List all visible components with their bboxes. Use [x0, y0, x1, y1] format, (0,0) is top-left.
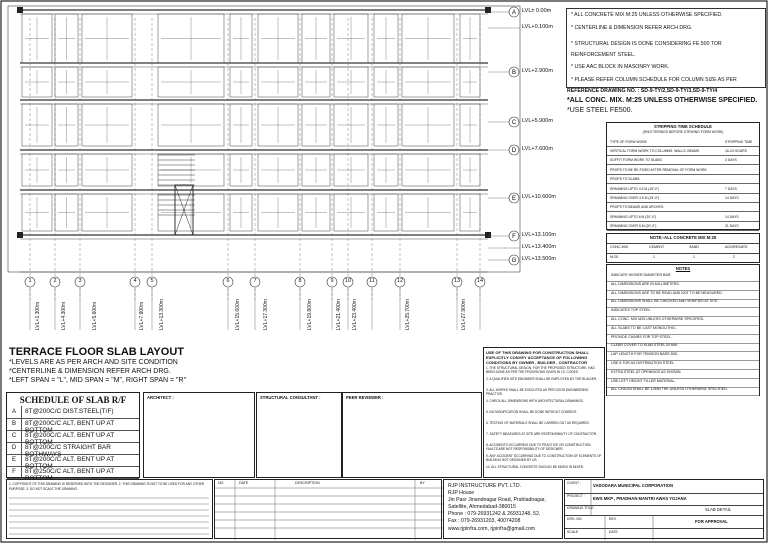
stripping-head-left: TYPE OF FORM WORK [610, 140, 647, 144]
consultant-city: Satellite, Ahmedabad-380015 [448, 504, 517, 510]
note-item: PROVIDE CHAIRS FOR TOP STEEL. [611, 334, 672, 339]
usage-item: 6. TESTING OF MATERIALS SHALL BE CARRIED OUT AS REQUIRED. [486, 421, 590, 425]
grid-number: 7 [253, 278, 257, 284]
stripping-work: PROPS TO BE RE-FIXED AFTER REMOVAL OF FORM WORK [610, 167, 707, 172]
grid-number: 9 [330, 278, 334, 284]
schedule-title: SCHEDULE OF SLAB R/F [19, 395, 127, 405]
stripping-work: SOFFIT FORM WORK TO SLABS [610, 158, 662, 163]
title-block [564, 479, 764, 539]
column-marker [485, 232, 491, 238]
note-item: ALL CONC. MIX M25 UNLESS OTHERWISE SPECIFIED. [611, 317, 705, 321]
schedule-mark: D [7, 442, 22, 454]
usage-item: 7. SAFETY MEASURES AT SITE ARE RESPONSIBILITY OF CONTRACTOR. [486, 432, 597, 436]
grid-number: 2 [53, 278, 57, 284]
usage-item: 9. ANY ACCIDENT OCCURRING DUE TO CONSTRUCTION OF ELEMENTS OF BUILDING NOT DESIGNED BY US. [486, 454, 602, 462]
note-5: * PLEASE REFER COLUMN SCHEDULE FOR COLUMN SIZE AS PER [571, 77, 737, 83]
schedule-mark: E [7, 454, 22, 466]
grid-number: 14 [476, 278, 484, 284]
vertical-level-label: LVL+7.900m [139, 301, 145, 330]
grid-bubble-text: E [511, 196, 517, 203]
consultant-address: Jin Pasr Jinandnagar Road, Prahladnagar, [448, 497, 546, 503]
note-4: * USE AAC BLOCK IN MASONRY WORK. [571, 64, 670, 70]
rev-head-date: DATE [239, 481, 249, 485]
stripping-work: PROPS TO SLABS: [610, 177, 641, 182]
consultant-house: RJP House [448, 490, 475, 496]
steel-grade-line: *USE STEEL FE500. [567, 107, 633, 114]
vertical-level-label: LVL+23.400m [352, 299, 358, 330]
note-item: CLEAR COVER TO SLAB STEEL 20 MM. [611, 343, 679, 348]
note-3: * STRUCTURAL DESIGN IS DONE CONSIDERING FE.500 TOR REINFORCEMENT STEEL. [571, 41, 722, 58]
rev-label: REV. [609, 517, 617, 521]
usage-item: 5. NO MODIFICATION SHALL BE DONE WITHOUT CONSENT. [486, 410, 577, 414]
consultant-name: RJP INSTRUCTURE PVT. LTD. [448, 483, 522, 489]
vertical-level-label: LVL+1.300m [35, 301, 41, 330]
note-item: LAP LENGTH FOR TENSION BARS 50D. [611, 352, 679, 357]
concrete-divider [607, 243, 759, 244]
note-item: ALL CHAJJA SHALL BE 12MM THK UNLESS OTHERWISE SPECIFIED. [611, 387, 728, 392]
consultant-fax: Fax : 079-26931203, 40074208 [448, 518, 521, 524]
grid-bubble-text: C [511, 120, 517, 127]
project-label: PROJECT : [567, 494, 585, 498]
note-item: INDICATES TOP STEEL [611, 308, 651, 313]
client-label: CLIENT : [567, 481, 581, 485]
vertical-level-label: LVL+19.800m [307, 299, 313, 330]
note-item: USE LEFT HEIGHT FILLER MATERIAL. [611, 378, 676, 383]
stripping-row [607, 221, 759, 231]
rev-head-no: NO. [218, 481, 225, 485]
grid-number: 1 [28, 278, 32, 284]
grid-bubble-text: B [511, 70, 517, 77]
concrete-divider-2 [607, 253, 759, 254]
stripping-time: 14 DAYS [725, 214, 739, 219]
notes-title: NOTES [675, 266, 691, 271]
note-1: * ALL CONCRETE MIX M:25 UNLESS OTHERWISE SPECIFIED. [571, 12, 723, 18]
revision-table [214, 479, 442, 539]
concrete-val-3: 2 [733, 255, 735, 259]
consultant-web: www.rjpinfra.com, rjpinfra@gmail.com [448, 526, 536, 532]
grid-bubble-text: F [512, 234, 516, 241]
project-name: EWS MKP , PRADHAN MANTRI AWAS YOJANA [593, 496, 687, 501]
date-label: DATE [609, 530, 618, 534]
note-item: EXTRA STEEL AT OPENINGS AS SHOWN. [611, 369, 682, 374]
column-marker [17, 232, 23, 238]
structural-box [256, 392, 342, 478]
stripping-schedule [606, 122, 760, 230]
usage-title: USE OF THIS DRAWING FOR CONSTRUCTION SHALL EXPLICITLY CONVEY ACCEPTANCE OF FOLLOWING CONDITIONS BY OWNER , BUILDER , CONTRACTOR [486, 350, 589, 365]
vertical-level-label: LVL+13.300m [159, 299, 165, 330]
level-label: LVL+7.600m [522, 146, 553, 152]
layout-title: TERRACE FLOOR SLAB LAYOUT [9, 346, 184, 358]
concrete-head-1: CEMENT [649, 245, 665, 249]
schedule-text: 8T@200C/C ALT. BENT UP AT BOTTOM [25, 456, 115, 470]
grid-number: 4 [133, 278, 137, 284]
vertical-level-label: LVL+25.700m [405, 299, 411, 330]
vertical-level-label: LVL+15.600m [235, 299, 241, 330]
level-label: LVL+13.400m [522, 244, 556, 250]
schedule-row [7, 466, 139, 482]
revision-grid [215, 480, 443, 540]
plan-structure [17, 7, 520, 330]
drg-no-label: DRG. NO. [567, 517, 583, 521]
usage-item: 3. ALL WORKS SHALL BE EXECUTED AS PER GOOD ENGINEERING PRACTICE. [486, 388, 589, 396]
level-label: LVL+0.100m [522, 24, 553, 30]
concrete-note-title: NOTE:-ALL CONCRETE MIX M:25 [649, 235, 717, 240]
level-label: LVL+5.900m [522, 118, 553, 124]
stripping-time: 21 DAYS [725, 224, 739, 229]
schedule-text: 8T@200C/C STRAIGHT BAR BOTHWAYS [25, 444, 111, 458]
structural-label: STRUCTURAL CONSULTANT : [260, 395, 321, 400]
concrete-head-0: CONC.MIX [610, 245, 628, 249]
concrete-mix-line: *ALL CONC. MIX. M:25 UNLESS OTHERWISE SPECIFIED. [567, 97, 758, 104]
stripping-work: SPANNING OVER 6 M (20'-0") [610, 224, 657, 229]
grid-number: 5 [150, 278, 154, 284]
grid-bubble-text: G [511, 258, 517, 265]
stripping-time: 16-24 HOURS [725, 149, 747, 153]
level-label: LVL+2.900m [522, 68, 553, 74]
schedule-text: 8T@250C/C ALT. BENT UP AT BOTTOM [25, 468, 115, 482]
slab-rf-schedule [6, 392, 140, 482]
peer-reviewer-box [342, 392, 482, 478]
scale-label: SCALE [567, 530, 579, 534]
legal-lines [9, 494, 211, 538]
note-item: INDICATE HIGHER DIAMETER BAR [611, 273, 671, 277]
grid-number: 11 [369, 278, 375, 284]
stripping-work: VERTICAL FORM WORK TO COLUMNS, WALLS, BEAMS [610, 149, 700, 153]
note-divider [607, 395, 759, 396]
usage-item: 4. CHECK ALL DIMENSIONS WITH ARCHITECTURAL DRAWINGS. [486, 399, 584, 403]
drawing-title: SLAB DETAIL [705, 507, 732, 512]
note-2: * CENTERLINE & DIMENSION REFER ARCH DRG. [571, 25, 693, 31]
usage-item: 2. A QUALIFIED SITE ENGINEER SHALL BE EMPLOYED BY THE BUILDER. [486, 377, 598, 381]
grid-number: 6 [226, 278, 230, 284]
usage-item: 8. ACCIDENTS OCCURRING DUE TO PRACTICE OR CONSTRUCTION FAULTS ARE NOT RESPONSIBILITY OF DESIGNER. [486, 443, 591, 451]
grid-number: 12 [396, 278, 404, 284]
concrete-note-box [606, 233, 760, 263]
note-item: ALL DIMENSIONS SHALL BE CHECKED AND VERIFIED AT SITE. [611, 299, 719, 304]
grid-bubble-text: D [511, 148, 517, 155]
grid-number: 13 [453, 278, 461, 284]
legal-note-box [6, 479, 213, 539]
schedule-mark: A [7, 406, 22, 418]
client-name: VADODARA MUNICIPAL CORPORATION [593, 483, 674, 488]
vertical-level-label: LVL+27.900m [461, 299, 467, 330]
grid-bubble-text: A [511, 10, 517, 17]
usage-item: 10. ALL STRUCTURAL CONCRETE SHOULD BE MIXED IN MIXER. [486, 465, 584, 469]
grid-number: 10 [344, 278, 352, 284]
rev-head-by: BY [420, 481, 425, 485]
reference-drawing-line: REFERENCE DRAWING NO. : SD-9-TY/2,SD-9-TY/3,SD-9-TY/4 [567, 88, 718, 94]
concrete-head-2: SAND [689, 245, 699, 249]
title-block-lines [565, 480, 765, 540]
legal-note: 1. COPYRIGHT OF THIS DRAWING IS RESERVED WITH THE DESIGNER. 2. THIS DRAWING IS NOT TO BE USED FOR ANY OTHER PURPOSE. 3. DO NOT SCALE THE DRAWING. [9, 482, 205, 491]
stripping-work: SPANNING UPTO 4.5 M (15'-0") [610, 186, 660, 191]
drawing-title-label: DRAWING TITLE : [567, 506, 596, 510]
schedule-mark: C [7, 430, 22, 442]
grid-number: 8 [298, 278, 302, 284]
plan-frame [8, 6, 520, 272]
peer-label: PEER REVIEWER : [346, 395, 384, 400]
general-notes-box [566, 8, 766, 88]
consultant-block [443, 479, 563, 539]
layout-note-2: *CENTERLINE & DIMENSION REFER ARCH DRG. [9, 368, 171, 375]
grid-number: 3 [78, 278, 82, 284]
usage-item: 1. THE STRUCTURAL DESIGN, FOR THE PROPOSED STRUCTURE, HAS BEEN DONE AS PER THE PROVISIONS GIVEN IN I.S. CODES. [486, 366, 595, 374]
vertical-level-label: LVL+21.400m [336, 299, 342, 330]
schedule-mark: B [7, 418, 22, 430]
vertical-level-label: LVL+17.300m [263, 299, 269, 330]
note-item: USE 8 TOR AS DISTRIBUTION STEEL. [611, 361, 676, 365]
schedule-mark: F [7, 466, 22, 478]
stripping-work: PROPS TO BEAMS AND ARCHES: [610, 205, 664, 210]
level-label: LVL+10.600m [522, 194, 556, 200]
usage-conditions [483, 347, 605, 478]
level-label: LVL+13.500m [522, 256, 556, 262]
note-item: ALL SLABS TO BE CAST MONOLITHIC. [611, 325, 677, 330]
stripping-work: SPANNING UPTO 6 M (20'-0") [610, 214, 657, 219]
drawing-status: FOR APPROVAL [695, 519, 728, 524]
concrete-head-3: AGGREGATE [725, 245, 748, 249]
schedule-text: 8T@200C/C ALT. BENT UP AT BOTTOM [25, 420, 115, 434]
layout-note-1: *LEVELS ARE AS PER ARCH AND SITE CONDITION [9, 359, 178, 366]
schedule-text: 8T@200C/C ALT. BENT UP AT BOTTOM [25, 432, 115, 446]
stripping-head-right: STRIPPING TIME [725, 140, 753, 144]
level-label: LVL+13.100m [522, 232, 556, 238]
architect-box [143, 392, 255, 478]
level-label: LVL± 0.00m [522, 8, 552, 14]
note-item: ALL DIMENSIONS ARE TO BE READ AND NOT TO BE MEASURED. [611, 290, 723, 295]
architect-label: ARCHITECT : [147, 395, 174, 400]
vertical-level-label: LVL+5.600m [92, 301, 98, 330]
concrete-val-1: 1 [653, 255, 655, 259]
stripping-work: SPANNING OVER 4.5 M (15'-0") [610, 196, 660, 200]
concrete-val-2: 1 [693, 255, 695, 259]
notes-section [606, 264, 760, 396]
layout-note-3: *LEFT SPAN = "L", MID SPAN = "M", RIGHT SPAN = "R" [9, 377, 187, 384]
stripping-time: 3 DAYS [725, 158, 737, 163]
schedule-text: 8T@200C/C DIST.STEEL(T/F) [25, 408, 114, 415]
stripping-time: 14 DAYS [725, 196, 739, 200]
column-marker [17, 7, 23, 13]
stripping-subtitle: (SHUTTERINGS BEFORE STRIKING FORM WORK) [642, 130, 724, 134]
note-item: ALL DIMENSIONS ARE IN MILLIMETERS. [611, 281, 680, 286]
stripping-title: STRIPPING TIME SCHEDULE [654, 124, 712, 129]
consultant-phone: Phone : 079-26931242 & 26931248, 52, [448, 511, 541, 517]
vertical-level-label: LVL+4.300m [61, 301, 67, 330]
stripping-time: 7 DAYS [725, 186, 737, 191]
concrete-val-0: M:25 [610, 255, 618, 259]
rev-head-desc: DESCRIPTION [295, 481, 320, 485]
